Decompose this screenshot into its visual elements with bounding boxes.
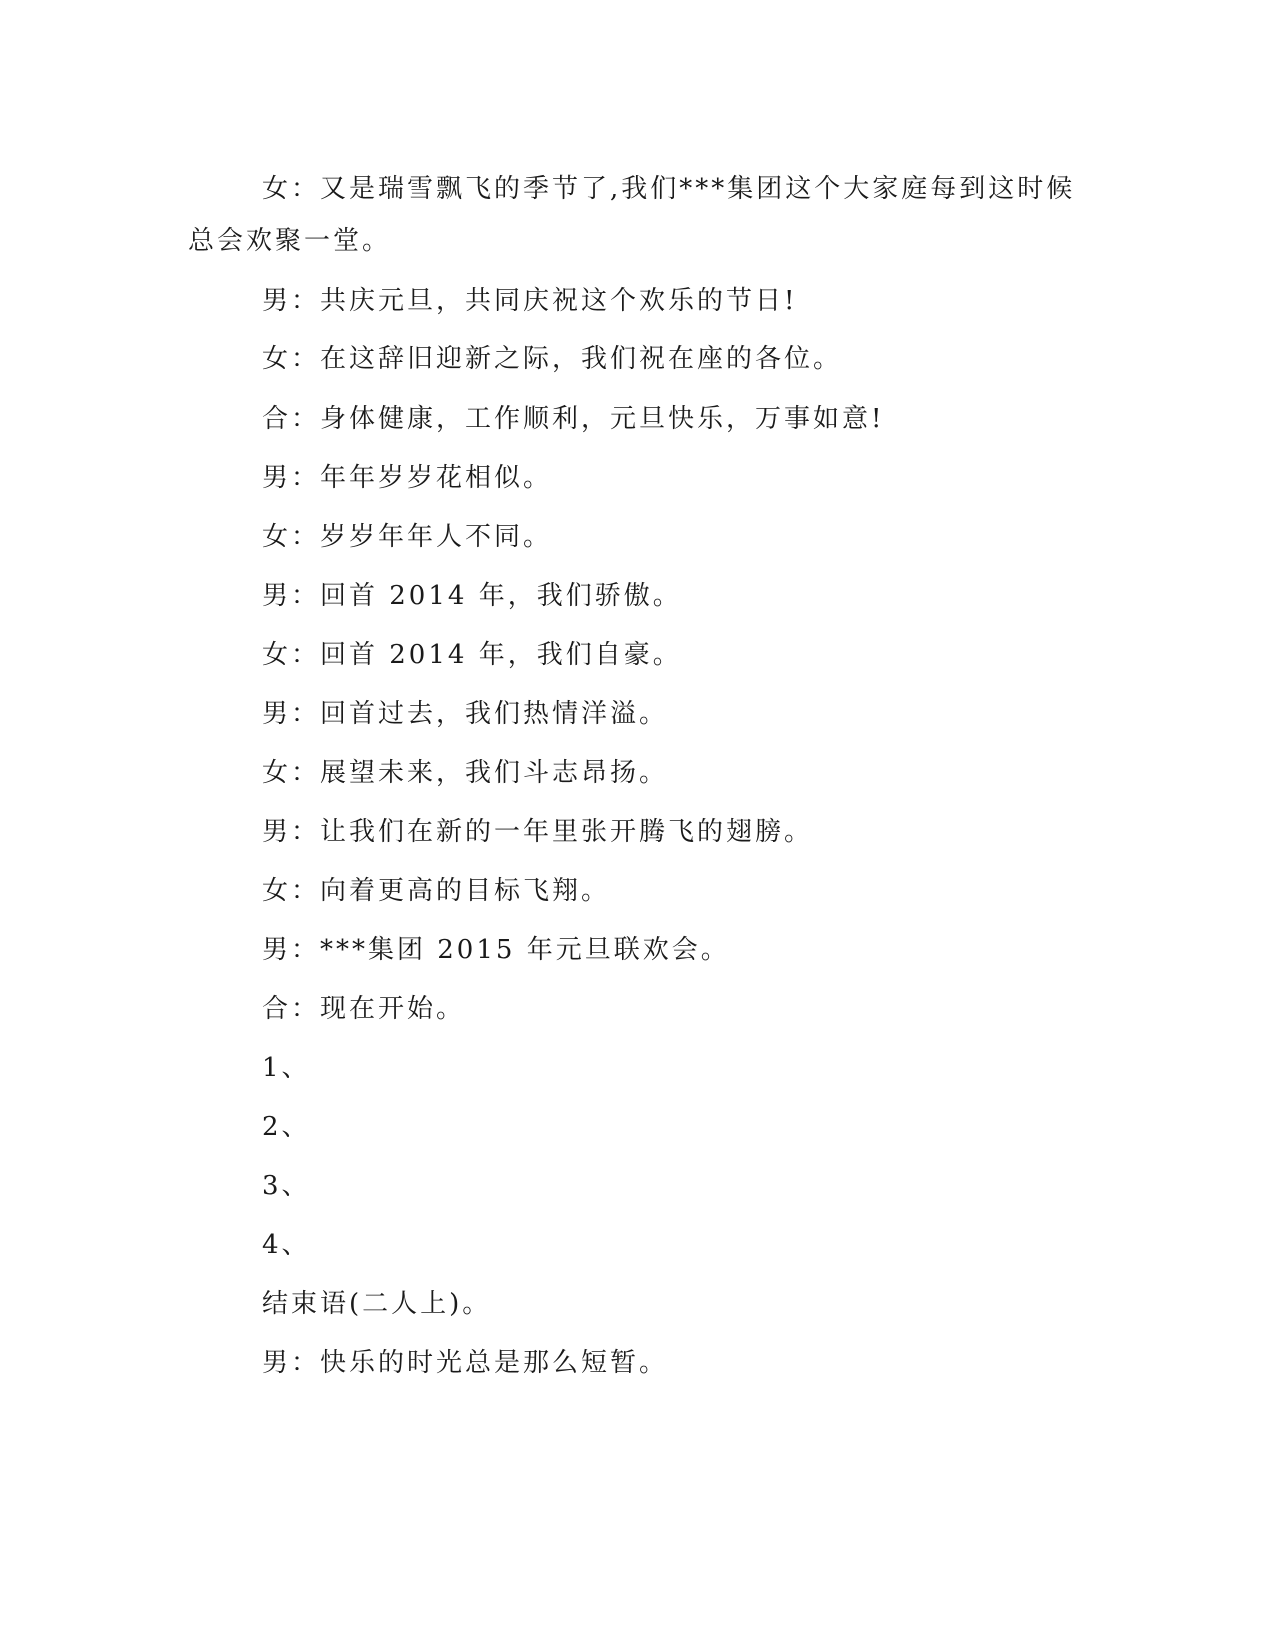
paragraph-line: 总会欢聚一堂。 [188,226,392,256]
paragraph-line: 合：身体健康，工作顺利，元旦快乐，万事如意! [262,404,885,434]
paragraph-line: 女：展望未来，我们斗志昂扬。 [262,758,669,788]
paragraph-line: 男：***集团 2015 年元旦联欢会。 [262,935,730,965]
paragraph-line: 男：让我们在新的一年里张开腾飞的翅膀。 [262,817,814,847]
paragraph-line: 合：现在开始。 [262,994,466,1024]
paragraph-line: 女：又是瑞雪飘飞的季节了,我们***集团这个大家庭每到这时候 [262,174,1076,204]
paragraph-line: 男：回首过去，我们热情洋溢。 [262,699,669,729]
paragraph-line: 女：回首 2014 年，我们自豪。 [262,640,682,670]
paragraph-line: 4、 [262,1230,311,1260]
paragraph-line: 2、 [262,1112,311,1142]
paragraph-line: 女：向着更高的目标飞翔。 [262,876,611,906]
paragraph-line: 结束语(二人上)。 [262,1289,492,1319]
paragraph-line: 女：岁岁年年人不同。 [262,522,553,552]
paragraph-line: 男：共庆元旦，共同庆祝这个欢乐的节日! [262,286,798,316]
paragraph-line: 男：年年岁岁花相似。 [262,463,553,493]
paragraph-line: 男：快乐的时光总是那么短暂。 [262,1348,669,1378]
paragraph-line: 男：回首 2014 年，我们骄傲。 [262,581,682,611]
paragraph-line: 1、 [262,1053,311,1083]
paragraph-line: 女：在这辞旧迎新之际，我们祝在座的各位。 [262,344,843,374]
paragraph-line: 3、 [262,1171,311,1201]
